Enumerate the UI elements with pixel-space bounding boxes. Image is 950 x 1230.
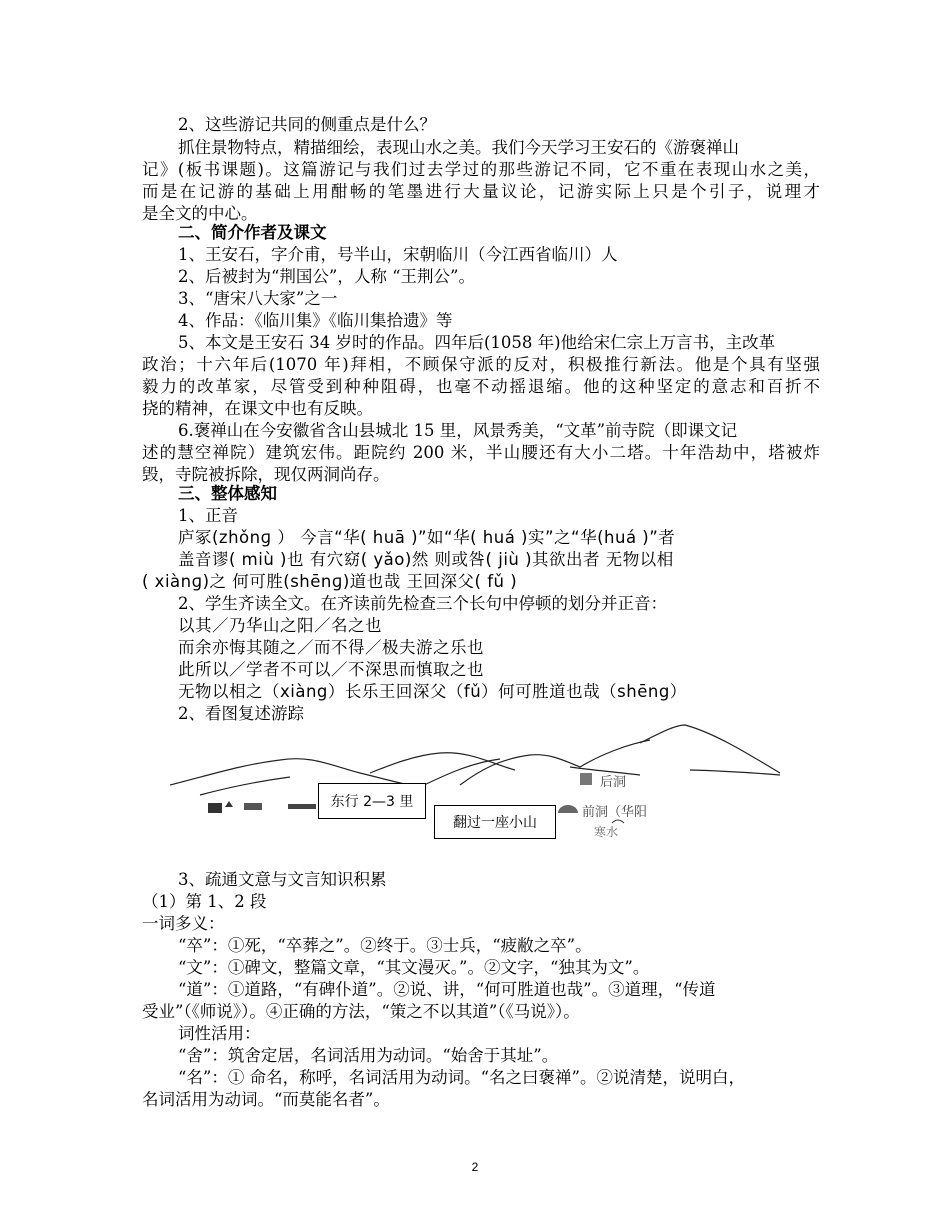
route-box-mountain: 翻过一座小山: [434, 805, 556, 839]
text-line: 述的慧空禅院）建筑宏伟。距院约 200 米，半山腰还有大小二塔。十年浩劫中，塔被炸: [142, 443, 820, 462]
sentence-pause-line: 此所以／学者不可以／不深思而慎取之也: [178, 660, 484, 679]
text-line: 2、后被封为“荆国公”，人称 “王荆公”。: [178, 267, 475, 286]
route-diagram: [170, 715, 790, 845]
tree-icon: [208, 803, 222, 813]
front-cave-label: 前洞（华阳: [582, 805, 648, 820]
text-line: 词性活用：: [178, 1024, 261, 1043]
text-line: 2、学生齐读全文。在齐读前先检查三个长句中停顿的划分并正音：: [178, 594, 667, 613]
cave-icon: [580, 773, 592, 785]
text-line: 抓住景物特点，精描细绘，表现山水之美。我们今天学习王安石的《游褒禅山: [178, 138, 739, 157]
text-line: 4、作品：《临川集》《临川集拾遗》等: [178, 311, 453, 330]
text-line: “名”：① 命名，称呼，名词活用为动词。“名之曰褒禅”。②说清楚，说明白，: [178, 1068, 745, 1087]
text-line: 5、本文是王安石 34 岁时的作品。四年后(1058 年)他给宋仁宗上万言书，主改革: [178, 333, 776, 352]
text-line: 是全文的中心。: [142, 204, 258, 223]
marker-icon: [244, 803, 262, 810]
text-line: 2、看图复述游踪: [178, 704, 304, 723]
text-line: “道”：①道路，“有碑仆道”。②说、讲，“何可胜道也哉”。③道理，“传道: [178, 980, 716, 999]
text-line: “卒”：①死，“卒葬之”。②终于。③士兵，“疲敝之卒”。: [178, 936, 592, 955]
section-heading: 二、简介作者及课文: [178, 223, 327, 242]
sentence-pause-line: 而余亦悔其随之／而不得／极夫游之乐也: [178, 638, 484, 657]
text-line: 2、这些游记共同的侧重点是什么？: [178, 115, 436, 134]
text-line: 3、疏通文意与文言知识积累: [178, 870, 387, 889]
marker-icon: [288, 804, 316, 809]
text-line: 1、正音: [178, 506, 238, 525]
section-heading: 三、整体感知: [178, 484, 277, 503]
sentence-pause-line: 以其／乃华山之阳／名之也: [178, 616, 382, 635]
pronunciation-line: ( xiànɡ)之 何可胜(shēnɡ)道也哉 王回深父( fǔ ): [142, 572, 518, 591]
text-line: 1、王安石，字介甫，号半山，宋朝临川（今江西省临川）人: [178, 245, 618, 264]
pronunciation-line: 庐冢(zhǒnɡ ） 今言“华( huā )”如“华( huá )实”之“华(huá )”者: [178, 528, 676, 547]
back-cave-label: 后洞: [600, 775, 627, 790]
text-line: 名词活用为动词。“而莫能名者”。: [142, 1090, 390, 1109]
text-line: 而是在记游的基础上用酣畅的笔墨进行大量议论，记游实际上只是个引子，说理才: [142, 182, 820, 201]
text-line: 挠的精神，在课文中也有反映。: [142, 399, 373, 418]
text-line: 6.褒禅山在今安徽省含山县城北 15 里，风景秀美，“文革”前寺院（即课文记: [178, 421, 738, 440]
text-line: “文”：①碑文，整篇文章，“其文漫灭。”。②文字，“独其为文”。: [178, 958, 650, 977]
sentence-pause-line: 无物以相之（xiàng）长乐王回深父（fǔ）何可胜道也哉（shēng）: [178, 682, 687, 701]
text-line: 毅力的改革家，尽管受到种种阻碍，也毫不动摇退缩。他的这种坚定的意志和百折不: [142, 377, 820, 396]
route-box-east: 东行 2—3 里: [318, 783, 426, 819]
text-line: 受业”（《师说》）。④正确的方法，“策之不以其道”（《马说》）。: [142, 1002, 580, 1021]
pronunciation-line: 盖音谬( miù )也 有穴窈( yǎo)然 则或咎( jiù )其欲出者 无物以相: [178, 550, 674, 569]
text-line: （1）第 1、2 段: [142, 892, 267, 911]
text-line: 记》(板书课题)。这篇游记与我们过去学过的那些游记不同，它不重在表现山水之美，: [142, 160, 820, 179]
text-line: 3、“唐宋八大家”之一: [178, 289, 338, 308]
tree-icon: [558, 805, 578, 813]
text-line: “舍”：筑舍定居，名词活用为动词。“始舍于其址”。: [178, 1046, 559, 1065]
text-line: 政治；十六年后(1070 年)拜相，不顾保守派的反对，积极推行新法。他是个具有坚强: [142, 355, 820, 374]
text-line: 一词多义：: [142, 914, 225, 933]
text-line: 毁，寺院被拆除，现仅两洞尚存。: [142, 465, 390, 484]
stream-label: 寒水: [594, 825, 619, 839]
page-number: 2: [471, 1160, 479, 1174]
